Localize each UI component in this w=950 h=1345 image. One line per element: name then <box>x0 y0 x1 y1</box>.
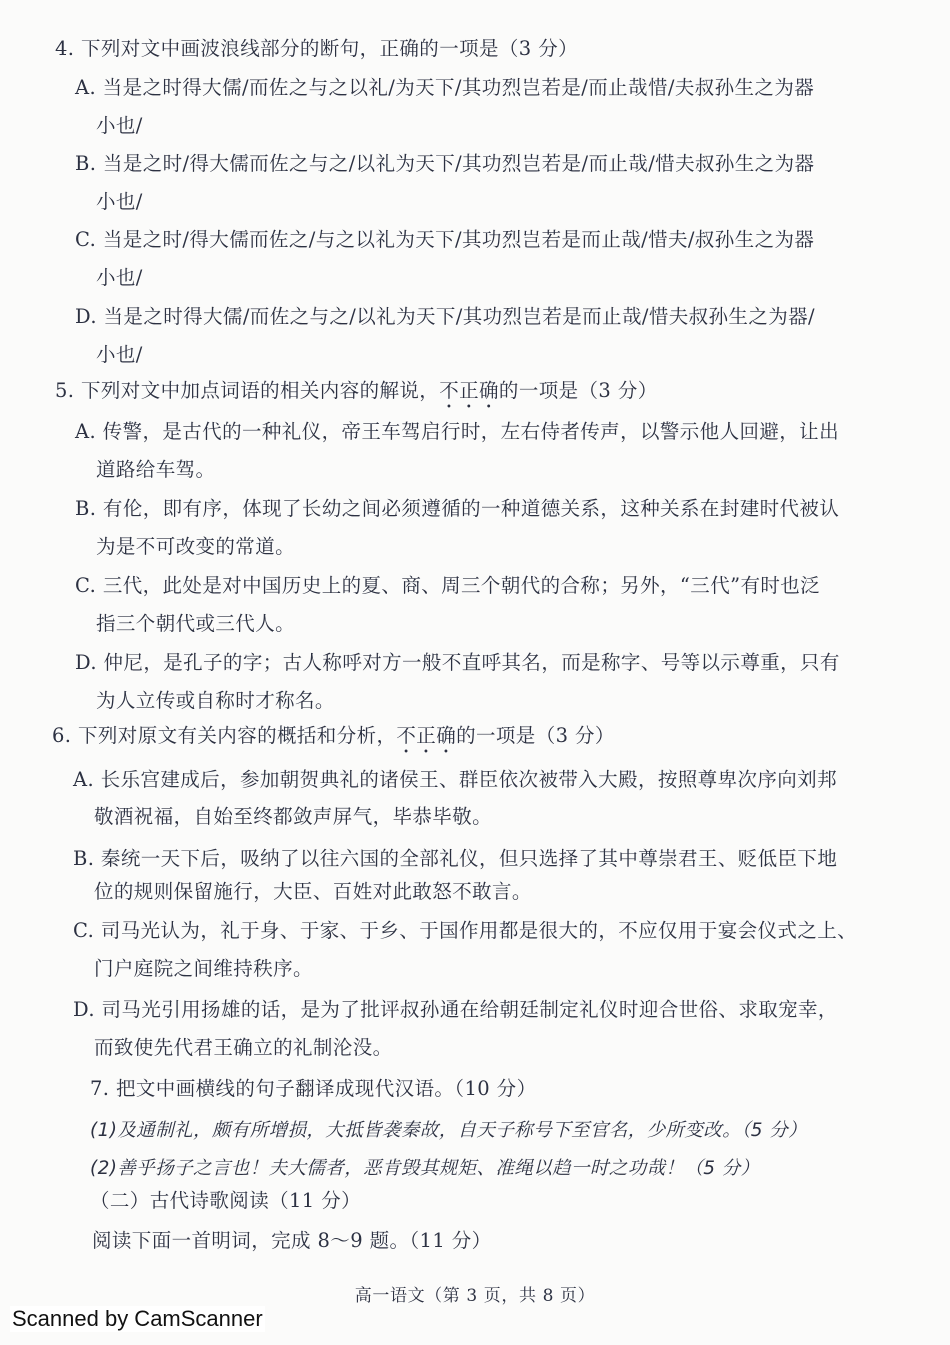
section2-title: （二）古代诗歌阅读（11 分） <box>90 1189 362 1212</box>
q4-option-b-line2: 小也/ <box>96 190 143 213</box>
q6-option-d-line1: D. 司马光引用扬雄的话，是为了批评叔孙通在给朝廷制定礼仪时迎合世俗、求取宠幸， <box>73 998 838 1021</box>
q5-option-c-line2: 指三个朝代或三代人。 <box>96 612 296 635</box>
q4-option-d-line2: 小也/ <box>96 343 143 366</box>
q5-option-b-line1: B. 有伦，即有序，体现了长幼之间必须遵循的一种道德关系，这种关系在封建时代被认 <box>75 497 840 520</box>
q5-option-b-line2: 为是不可改变的常道。 <box>96 535 296 558</box>
q5-stem-post: 的一项是（3 分） <box>498 379 658 402</box>
q5-stem-pre: 5. 下列对文中加点词语的相关内容的解说， <box>55 379 440 402</box>
q4-option-c-line2: 小也/ <box>96 266 143 289</box>
q5-stem <box>55 376 658 413</box>
q5-option-c-line1: C. 三代，此处是对中国历史上的夏、商、周三个朝代的合称；另外，“三代”有时也泛 <box>75 574 821 597</box>
q5-stem-emphasis: 不正确 <box>439 379 499 402</box>
q6-option-b-line1: B. 秦统一天下后，吸纳了以往六国的全部礼仪，但只选择了其中尊崇君王、贬低臣下地 <box>73 847 838 870</box>
q6-stem <box>52 721 615 758</box>
q6-option-a-line2: 敬酒祝福，自始至终都敛声屏气，毕恭毕敬。 <box>94 805 493 828</box>
q6-stem-emphasis: 不正确 <box>396 724 457 747</box>
q6-option-c-line2: 门户庭院之间维持秩序。 <box>94 957 313 980</box>
q7-stem: 7. 把文中画横线的句子翻译成现代汉语。（10 分） <box>90 1077 537 1100</box>
section2-intro: 阅读下面一首明词，完成 8～9 题。（11 分） <box>92 1229 492 1252</box>
q6-option-b-line2: 位的规则保留施行，大臣、百姓对此敢怒不敢言。 <box>94 880 532 903</box>
q6-option-d-line2: 而致使先代君王确立的礼制沦没。 <box>94 1036 393 1059</box>
q6-stem-pre: 6. 下列对原文有关内容的概括和分析， <box>52 724 397 747</box>
q5-option-d-line1: D. 仲尼，是孔子的字；古人称呼对方一般不直呼其名，而是称字、号等以示尊重，只有 <box>75 651 840 674</box>
q5-option-a-line1: A. 传警，是古代的一种礼仪，帝王车驾启行时，左右侍者传声，以警示他人回避，让出 <box>75 420 839 443</box>
scanner-watermark: Scanned by CamScanner <box>12 1306 263 1331</box>
q4-option-a-line2: 小也/ <box>96 114 143 137</box>
q7-item-1: (1)及通制礼，颇有所增损，大抵皆袭秦故，自天子称号下至官名，少所变改。（5 分） <box>90 1120 808 1141</box>
q6-option-c-line1: C. 司马光认为，礼于身、于家、于乡、于国作用都是很大的，不应仅用于宴会仪式之上、 <box>73 919 858 942</box>
q4-stem: 4. 下列对文中画波浪线部分的断句，正确的一项是（3 分） <box>55 37 579 60</box>
q4-option-c-line1: C. 当是之时/得大儒而佐之/与之以礼为天下/其功烈岂若是而止哉/惜夫/叔孙生之为器 <box>75 228 815 251</box>
q4-option-d-line1: D. 当是之时得大儒/而佐之与之/以礼为天下/其功烈岂若是而止哉/惜夫叔孙生之为器/ <box>75 305 815 328</box>
q4-option-b-line1: B. 当是之时/得大儒而佐之与之/以礼为天下/其功烈岂若是/而止哉/惜夫叔孙生之为器 <box>75 152 815 175</box>
q6-option-a-line1: A. 长乐宫建成后，参加朝贺典礼的诸侯王、群臣依次被带入大殿，按照尊卑次序向刘邦 <box>73 768 837 791</box>
q7-item-2: (2)善乎扬子之言也！夫大儒者，恶肯毁其规矩、准绳以趋一时之功哉！（5 分） <box>90 1158 760 1179</box>
q5-option-a-line2: 道路给车驾。 <box>96 458 216 481</box>
q4-option-a-line1: A. 当是之时得大儒/而佐之与之以礼/为天下/其功烈岂若是/而止哉惜/夫叔孙生之为器 <box>75 76 815 99</box>
q6-stem-post: 的一项是（3 分） <box>456 724 615 747</box>
q5-option-d-line2: 为人立传或自称时才称名。 <box>96 689 335 712</box>
page-footer: 高一语文（第 3 页，共 8 页） <box>354 1286 596 1306</box>
